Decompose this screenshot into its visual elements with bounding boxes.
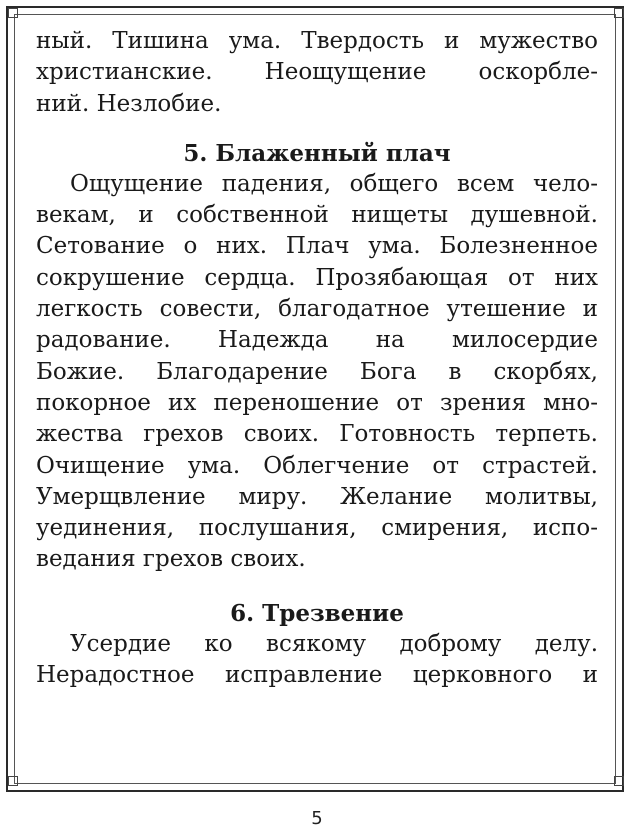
text-line: покорное их переношение от зрения мно- [36, 389, 598, 416]
text-line: жества грехов своих. Готовность терпеть. [36, 421, 598, 448]
section-heading-5: 5. Блаженный плач [183, 139, 451, 167]
text-line: Усердие ко всякому доброму делу. [70, 630, 598, 657]
text-line: векам, и собственной нищеты душевной. [36, 202, 598, 229]
text-line: ведания грехов своих. [36, 546, 306, 573]
text-line: Божие. Благодарение Бога в скорбях, [36, 358, 598, 385]
text-line: Ощущение падения, общего всем чело- [70, 170, 598, 197]
corner-ornament [8, 776, 18, 786]
page-text [36, 26, 598, 691]
corner-ornament [8, 8, 18, 18]
text-line: легкость совести, благодатное утешение и [36, 296, 598, 323]
text-line: ный. Тишина ума. Твердость и мужество [36, 28, 598, 54]
text-line: Очищение ума. Облегчение от страстей. [36, 452, 598, 479]
text-line: ний. Незлобие. [36, 90, 222, 117]
text-line: уединения, послушания, смирения, испо- [36, 515, 598, 542]
section-heading-6: 6. Трезвение [230, 599, 404, 627]
text-line: Умерщвление миру. Желание молитвы, [36, 483, 598, 510]
text-line: христианские. Неощущение оскорбле- [36, 59, 598, 86]
text-line: сокрушение сердца. Прозябающая от них [36, 264, 598, 291]
corner-ornament [614, 776, 624, 786]
text-line: Сетование о них. Плач ума. Болезненное [36, 233, 598, 260]
text-line: радование. Надежда на милосердие [36, 327, 598, 354]
text-line: Нерадостное исправление церковного и [36, 662, 598, 689]
page-number: 5 [311, 808, 323, 829]
corner-ornament [614, 8, 624, 18]
